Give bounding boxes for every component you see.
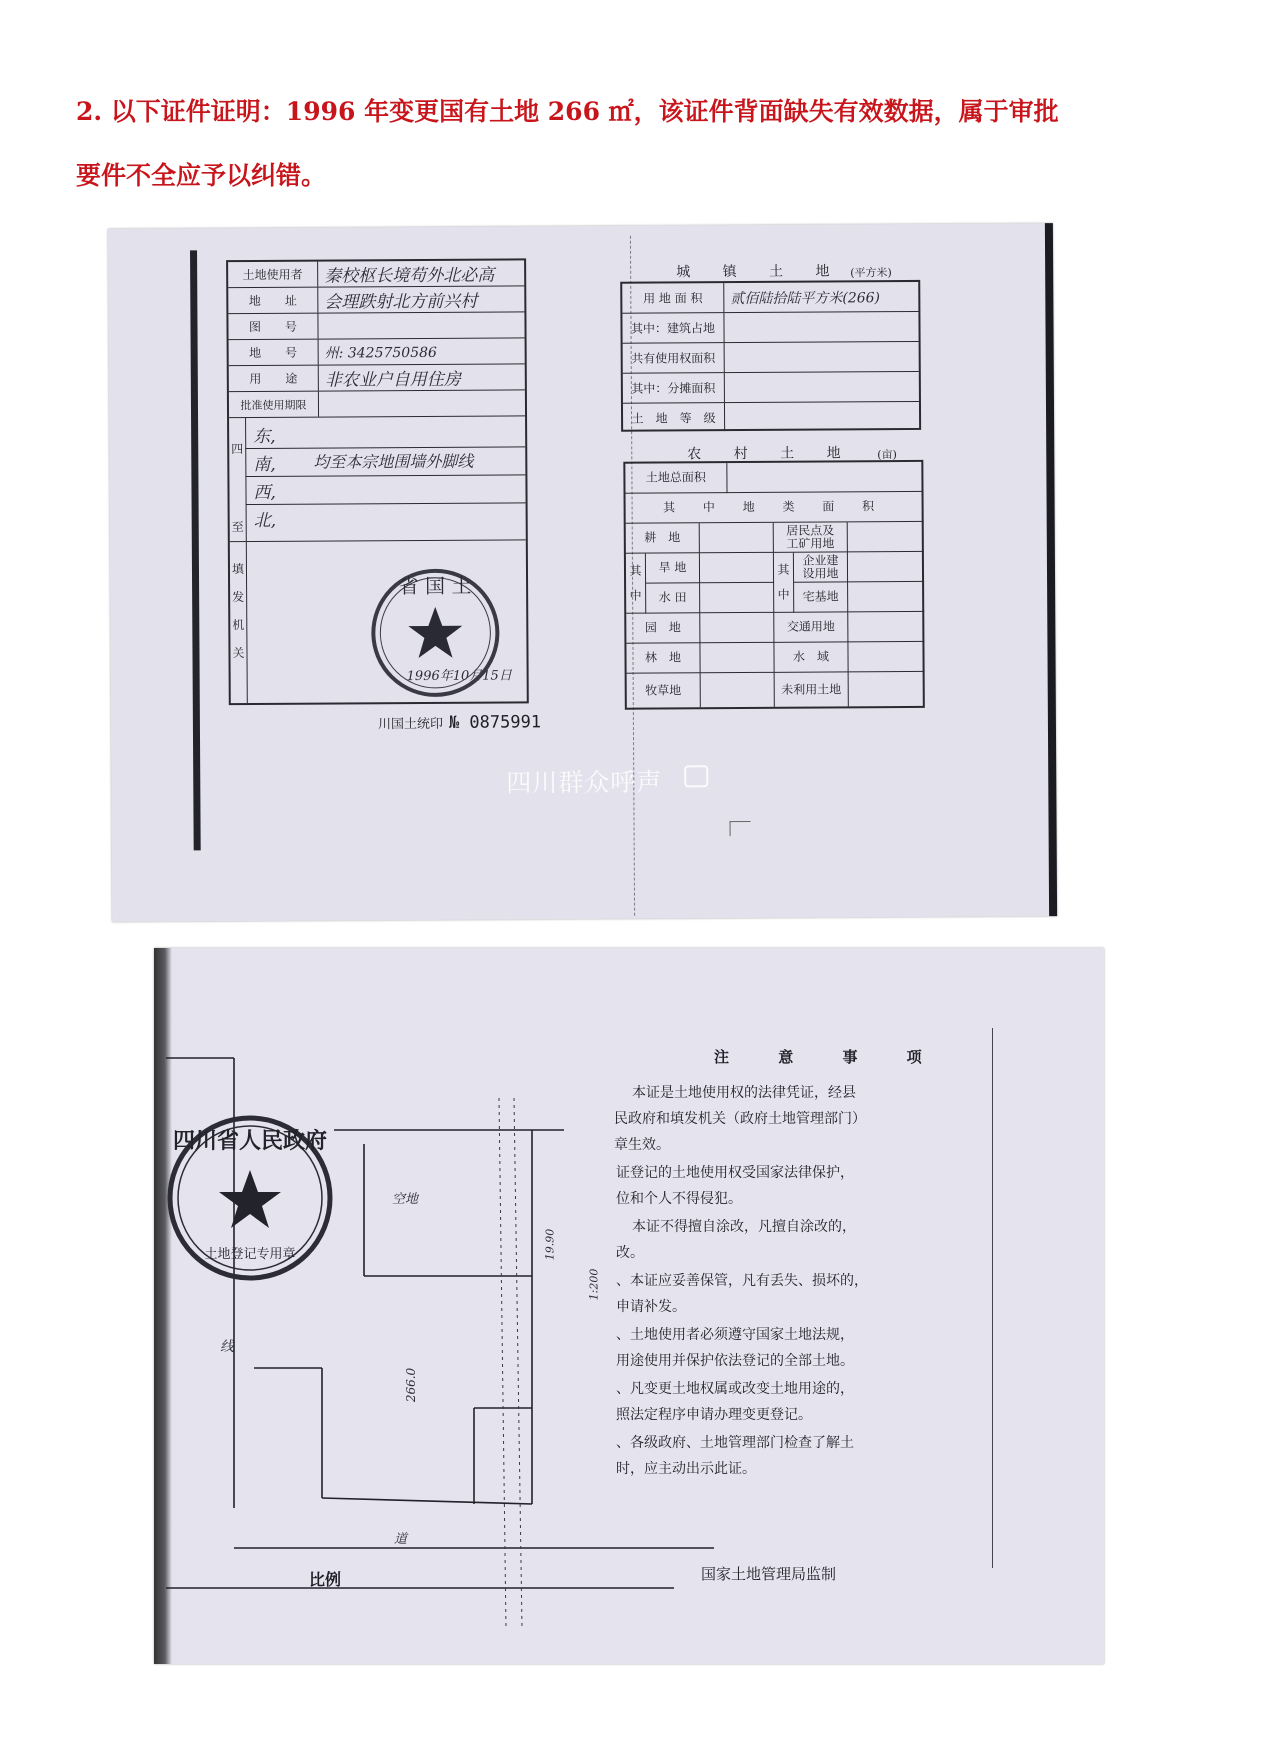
issuer-label-4: 关 <box>232 646 245 661</box>
notice-line: 用途使用并保护依法登记的全部土地。 <box>616 1353 854 1369</box>
rural-qizhong-right <box>774 553 794 613</box>
rural-qizhong-left <box>626 554 646 614</box>
rural-land-unit: (亩) <box>877 448 897 462</box>
notice-line: 本证不得擅自涂改，凡擅自涂改的， <box>632 1219 856 1235</box>
field-label: 地 号 <box>229 340 319 366</box>
rural-item-label: 未利用土地 <box>775 672 849 706</box>
field-label: 用 途 <box>229 366 319 392</box>
rural-item-value <box>700 553 774 583</box>
rural-item-label: 居民点及工矿用地 <box>774 522 848 552</box>
svg-text:土地登记专用章: 土地登记专用章 <box>204 1247 296 1262</box>
boundaries-value: 均至本宗地围墙外脚线 <box>313 451 474 472</box>
field-value <box>725 402 919 431</box>
field-value <box>725 342 919 372</box>
rural-item-value <box>848 552 924 582</box>
boundary-north: 北, <box>253 510 277 532</box>
field-label: 图 号 <box>228 314 318 340</box>
field-value: 州: 3425750586 <box>324 344 437 362</box>
notice-line: 民政府和填发机关（政府土地管理部门） <box>614 1111 866 1127</box>
field-value: 会理跌射北方前兴村 <box>324 291 478 313</box>
qizhong-char: 中 <box>629 588 642 603</box>
rural-item-value <box>700 643 774 673</box>
center-fold <box>992 1028 993 1568</box>
field-label: 批准使用期限 <box>229 392 319 418</box>
rural-item-label: 水 域 <box>774 642 848 672</box>
table-row <box>229 390 525 418</box>
bureau-supervision: 国家土地管理局监制 <box>701 1565 837 1583</box>
table-row <box>228 260 524 288</box>
rural-subtitle: 其 中 地 类 面 积 <box>626 492 924 524</box>
map-label: 线 <box>220 1339 234 1355</box>
svg-text:省 国 土: 省 国 土 <box>398 573 472 599</box>
notice-line: 位和个人不得侵犯。 <box>616 1191 742 1207</box>
heading <box>76 80 1216 208</box>
rural-land-title: 农 村 土 地 <box>687 445 855 463</box>
notice-line: 本证是土地使用权的法律凭证，经县 <box>632 1085 856 1101</box>
field-label: 地 址 <box>228 288 318 314</box>
boundary-south: 南, <box>253 454 276 476</box>
rural-item-value <box>848 612 924 642</box>
notice-line: 照法定程序申请办理变更登记。 <box>616 1407 812 1423</box>
field-label: 其中：建筑占地 <box>622 313 724 343</box>
field-value <box>319 390 525 416</box>
notice-line: 改。 <box>616 1245 644 1261</box>
rural-item-label: 宅基地 <box>794 582 848 612</box>
rural-item-value <box>700 523 774 553</box>
field-label: 土地使用者 <box>228 262 318 288</box>
rural-item-value <box>700 613 774 643</box>
rural-item-value <box>701 673 775 707</box>
certificate-back-photo <box>154 948 1104 1664</box>
heading-line-1: 2. 以下证件证明：1996 年变更国有土地 266 ㎡，该证件背面缺失有效数据，属于审批 <box>76 97 1059 126</box>
notice-title: 注 意 事 项 <box>714 1048 944 1066</box>
table-row <box>623 402 919 432</box>
certificate-number <box>378 712 541 733</box>
cert-prefix: 川国土统印 <box>377 716 443 733</box>
scale-label: 比例 <box>309 1570 342 1589</box>
field-value: 贰佰陆拾陆平方米(266) <box>730 289 881 307</box>
certificate-front-photo <box>108 223 1057 922</box>
field-value <box>724 312 918 342</box>
table-row <box>228 286 524 314</box>
rural-item-label: 园 地 <box>626 613 700 643</box>
field-value: 非农业户自用住房 <box>324 369 461 391</box>
qizhong-char: 其 <box>777 562 790 577</box>
field-value <box>725 372 919 402</box>
rural-item-label: 旱 地 <box>646 553 700 583</box>
boundaries-label-bottom: 至 <box>231 520 244 535</box>
rural-total-value <box>727 462 923 493</box>
fold-mark <box>730 821 751 836</box>
notice-line: 、各级政府、土地管理部门检查了解土 <box>616 1435 854 1451</box>
notice-line: 证登记的土地使用权受国家法律保护， <box>616 1165 854 1181</box>
qizhong-char: 中 <box>777 587 790 602</box>
rural-item-value <box>848 642 924 672</box>
boundary-west: 西, <box>253 482 276 504</box>
table-row <box>623 342 919 374</box>
urban-land-table <box>620 280 921 432</box>
table-row <box>622 312 918 344</box>
seal-date: 1996年10月15日 <box>406 668 512 685</box>
photo-dark-edge <box>1045 223 1057 916</box>
watermark: 四川群众呼声 <box>506 767 663 798</box>
boundary-east: 东, <box>253 426 276 448</box>
watermark-badge-icon <box>684 765 708 787</box>
map-label: 道 <box>394 1532 408 1547</box>
table-row <box>623 372 919 404</box>
rural-item-value <box>700 583 774 613</box>
rural-land-table <box>623 460 925 710</box>
rural-item-label: 林 地 <box>626 643 700 673</box>
rural-item-label: 交通用地 <box>774 612 848 642</box>
map-label: 19.90 <box>543 1228 557 1261</box>
notice-line: 、本证应妥善保管，凡有丢失、损坏的， <box>616 1273 868 1289</box>
notice-line: 、土地使用者必须遵守国家土地法规， <box>616 1327 854 1343</box>
boundaries-row <box>229 416 526 542</box>
table-row <box>228 312 524 340</box>
field-label: 用 地 面 积 <box>622 283 724 313</box>
rural-item-value <box>848 522 924 552</box>
cert-number: № 0875991 <box>448 712 542 733</box>
table-row <box>229 338 525 366</box>
field-label: 其中：分摊面积 <box>623 373 725 403</box>
issuer-label-3: 机 <box>232 618 245 633</box>
urban-land-unit: (平方米) <box>850 266 892 280</box>
rural-item-label: 企业建设用地 <box>794 552 848 582</box>
map-label: 空地 <box>392 1192 419 1207</box>
field-label: 共有使用权面积 <box>623 343 725 373</box>
rural-item-value <box>848 582 924 612</box>
boundary-line <box>246 502 526 505</box>
boundary-line <box>245 474 525 477</box>
rural-item-label: 水 田 <box>646 583 700 613</box>
rural-item-label: 牧草地 <box>627 673 701 707</box>
boundaries-label-top: 四 <box>231 442 244 457</box>
issuer-label-1: 填 <box>231 562 245 577</box>
field-label: 土 地 等 级 <box>623 403 725 432</box>
heading-line-2: 要件不全应予以纠错。 <box>76 161 327 190</box>
map-label: 266.0 <box>404 1367 419 1403</box>
notice-line: 时，应主动出示此证。 <box>616 1461 756 1477</box>
svg-text:四川省人民政府: 四川省人民政府 <box>172 1128 328 1154</box>
rural-item-value <box>849 672 925 706</box>
field-value: 秦校枢长境苟外北必高 <box>324 265 495 287</box>
table-row <box>229 364 525 392</box>
qizhong-char: 其 <box>629 563 642 578</box>
provincial-government-seal-icon <box>160 1108 340 1288</box>
urban-land-title: 城 镇 土 地 <box>676 263 844 281</box>
land-bureau-seal-icon <box>365 562 506 703</box>
table-row <box>622 282 918 314</box>
notice-line: 申请补发。 <box>616 1299 686 1315</box>
notice-line: 、凡变更土地权属或改变土地用途的， <box>616 1381 854 1397</box>
issuer-label-2: 发 <box>232 590 245 605</box>
field-value <box>318 312 524 338</box>
rural-item-label: 耕 地 <box>626 523 700 553</box>
notice-line: 章生效。 <box>614 1137 670 1153</box>
rural-total-label: 土地总面积 <box>625 463 727 494</box>
map-label: 1:200 <box>587 1268 601 1301</box>
book-spine <box>190 250 201 850</box>
